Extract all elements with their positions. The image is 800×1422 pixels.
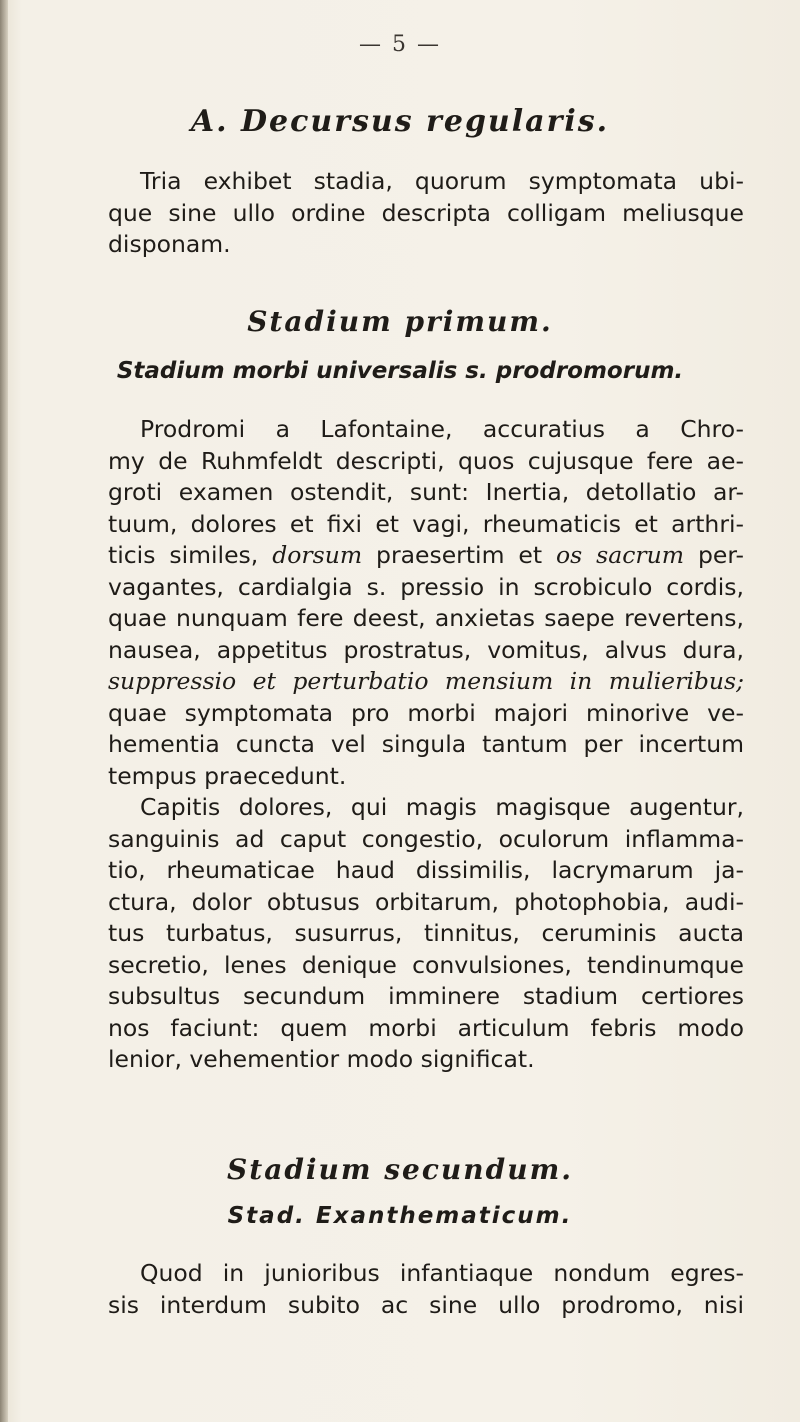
text-run: ticis similes, — [108, 541, 273, 569]
text-line — [108, 666, 744, 698]
stage-two-subheading: Stad. Exanthematicum. — [227, 1203, 573, 1229]
text-line: tus turbatus, susurrus, tinnitus, ceruminis aucta — [108, 919, 744, 947]
text-line — [108, 698, 744, 730]
text-run: quae nunquam fere deest, anxietas saepe revertens, — [108, 604, 744, 632]
text-line — [108, 446, 744, 478]
text-run: per- — [684, 541, 744, 569]
text-line: lenior, vehementior modo significat. — [108, 1045, 535, 1073]
text-line — [108, 572, 744, 604]
text-line — [108, 729, 744, 761]
stage-one-subheading: Stadium morbi universalis s. prodromorum. — [116, 358, 684, 384]
text-run: nausea, appetitus prostratus, vomitus, alvus dura, — [108, 635, 744, 664]
italic-text: os sacrum — [556, 541, 685, 569]
page-number: — 5 — — [359, 32, 441, 57]
text-line — [108, 540, 744, 572]
italic-text: suppressio et perturbatio mensium in mulieribus; — [108, 667, 744, 695]
text-line: Quod in junioribus infantiaque nondum egres- — [140, 1259, 744, 1287]
text-run: Prodromi a Lafontaine, accuratius a Chro- — [140, 415, 744, 443]
intro-paragraph — [108, 166, 744, 261]
text-run: tuum, dolores et fixi et vagi, rheumaticis et arthri- — [108, 509, 744, 538]
text-line: ctura, dolor obtusus orbitarum, photophobia, audi- — [108, 887, 744, 916]
text-run: hementia cuncta vel singula tantum per incertum — [108, 730, 744, 758]
text-run: tempus praecedunt. — [108, 761, 347, 790]
text-run: vagantes, cardialgia s. pressio in scrobiculo cordis, — [108, 572, 744, 601]
quod-paragraph — [108, 1258, 744, 1321]
text-line: sanguinis ad caput congestio, oculorum inflamma- — [108, 824, 744, 853]
italic-text: dorsum — [272, 541, 363, 569]
text-line: nos faciunt: quem morbi articulum febris modo — [108, 1013, 744, 1042]
text-line — [108, 509, 744, 541]
prodromi-paragraph — [108, 414, 744, 792]
text-line: secretio, lenes denique convulsiones, tendinumque — [108, 950, 744, 979]
text-line: Capitis dolores, qui magis magisque augentur, — [140, 793, 744, 821]
text-line: disponam. — [108, 230, 231, 258]
text-run: groti examen ostendit, sunt: Inertia, detollatio ar- — [108, 478, 744, 506]
text-line: que sine ullo ordine descripta colligam meliusque — [108, 198, 744, 227]
text-run: my de Ruhmfeldt descripti, quos cujusque fere ae- — [108, 446, 744, 475]
stage-two-heading: Stadium secundum. — [227, 1153, 573, 1186]
text-line: sis interdum subito ac sine ullo prodromo, nisi — [108, 1290, 744, 1319]
text-line: subsultus secundum imminere stadium certiores — [108, 982, 744, 1010]
text-line — [108, 414, 744, 446]
text-line — [108, 603, 744, 635]
text-line — [108, 477, 744, 509]
section-heading: A. Decursus regularis. — [190, 104, 610, 139]
capitis-paragraph — [108, 792, 744, 1076]
text-line: Tria exhibet stadia, quorum symptomata ubi- — [140, 167, 744, 195]
stage-one-heading: Stadium primum. — [247, 305, 553, 338]
text-line — [108, 761, 744, 793]
text-run: praesertim et — [362, 541, 557, 569]
text-line: tio, rheumaticae haud dissimilis, lacrymarum ja- — [108, 856, 744, 884]
text-line — [108, 635, 744, 667]
text-run: quae symptomata pro morbi majori minorive ve- — [108, 698, 744, 727]
